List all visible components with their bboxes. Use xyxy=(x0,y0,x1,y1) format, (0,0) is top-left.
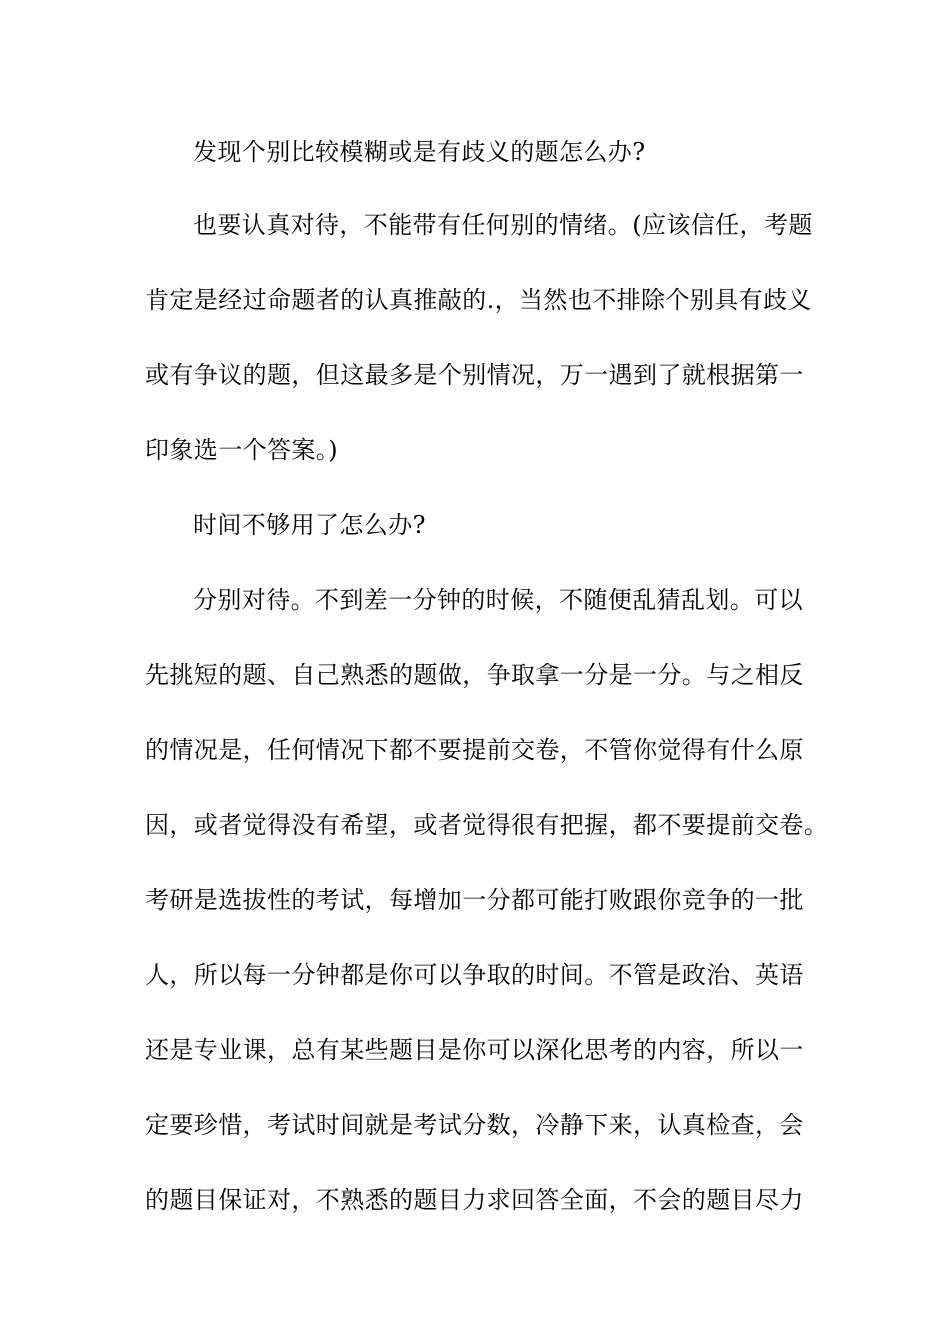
answer-time-line-7: 还是专业课，总有某些题目是你可以深化思考的内容，所以一 xyxy=(145,1036,804,1064)
answer-time-line-4: 因，或者觉得没有希望，或者觉得很有把握，都不要提前交卷。 xyxy=(145,811,829,839)
answer-ambiguous-line-1: 也要认真对待，不能带有任何别的情绪。(应该信任，考题 xyxy=(193,211,813,239)
answer-ambiguous-line-2: 肯定是经过命题者的认真推敲的.，当然也不排除个别具有歧义 xyxy=(145,286,812,314)
answer-time-line-5: 考研是选拔性的考试，每增加一分都可能打败跟你竞争的一批 xyxy=(145,886,804,914)
answer-ambiguous-line-3: 或有争议的题，但这最多是个别情况，万一遇到了就根据第一 xyxy=(145,361,804,389)
answer-time-line-6: 人，所以每一分钟都是你可以争取的时间。不管是政治、英语 xyxy=(145,961,804,989)
answer-time-line-1: 分别对待。不到差一分钟的时候，不随便乱猜乱划。可以 xyxy=(193,586,803,614)
answer-time-line-2: 先挑短的题、自己熟悉的题做，争取拿一分是一分。与之相反 xyxy=(145,661,804,689)
answer-time-line-8: 定要珍惜，考试时间就是考试分数，冷静下来，认真检查，会 xyxy=(145,1111,804,1139)
answer-ambiguous-line-4: 印象选一个答案。) xyxy=(145,436,338,464)
question-time: 时间不够用了怎么办? xyxy=(193,511,426,539)
answer-time-line-9: 的题目保证对，不熟悉的题目力求回答全面，不会的题目尽力 xyxy=(145,1186,804,1214)
answer-time-line-3: 的情况是，任何情况下都不要提前交卷，不管你觉得有什么原 xyxy=(145,736,804,764)
question-ambiguous: 发现个别比较模糊或是有歧义的题怎么办? xyxy=(193,138,646,166)
